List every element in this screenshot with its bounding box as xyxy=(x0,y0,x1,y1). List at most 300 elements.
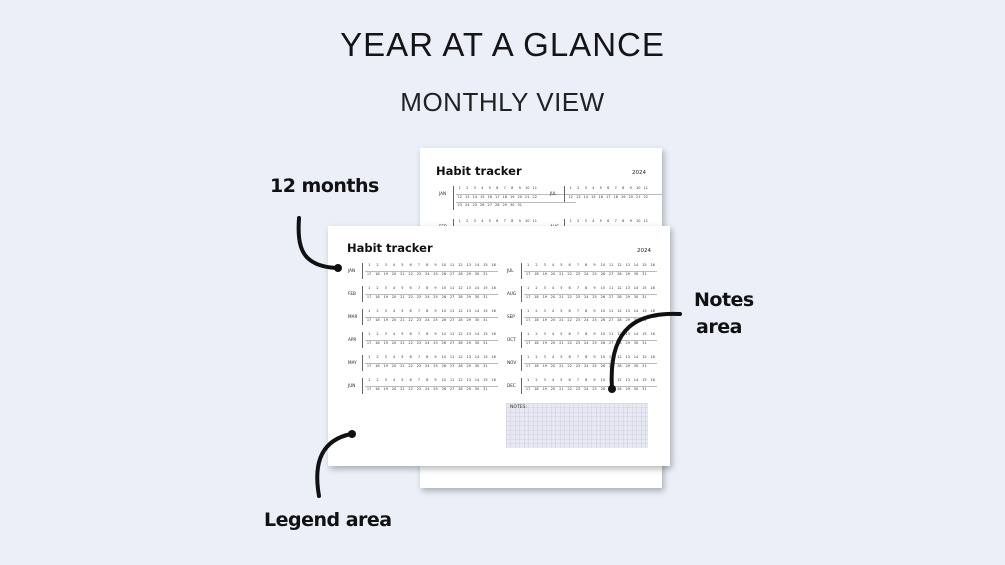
day-number: 29 xyxy=(625,318,630,322)
day-number: 22 xyxy=(408,272,413,276)
day-number: 17 xyxy=(525,272,531,276)
day-number: 27 xyxy=(449,364,455,368)
day-number: 17 xyxy=(525,341,531,345)
day-number: 27 xyxy=(608,295,614,299)
day-number: 7 xyxy=(576,263,580,267)
day-number: 13 xyxy=(466,355,471,359)
day-number: 23 xyxy=(416,318,422,322)
day-number: 23 xyxy=(457,203,462,207)
day-number: 13 xyxy=(466,286,471,290)
day-number: 26 xyxy=(600,318,606,322)
day-number: 11 xyxy=(608,309,614,313)
day-number: 31 xyxy=(642,364,647,368)
day-number: 31 xyxy=(483,318,488,322)
day-number: 19 xyxy=(542,341,547,345)
day-number: 26 xyxy=(441,341,447,345)
day-number: 3 xyxy=(543,309,546,313)
day-number: 24 xyxy=(465,203,470,207)
day-number: 7 xyxy=(576,286,580,290)
day-number: 16 xyxy=(650,332,655,336)
day-number: 8 xyxy=(426,263,429,267)
day-number: 11 xyxy=(608,355,614,359)
day-number: 18 xyxy=(534,364,539,368)
day-number: 5 xyxy=(560,332,563,336)
day-number: 2 xyxy=(535,286,538,290)
day-number: 11 xyxy=(449,355,455,359)
day-number: 9 xyxy=(518,219,521,223)
day-number: 18 xyxy=(502,195,507,199)
callout-legend-area: Legend area xyxy=(264,509,392,531)
day-number: 5 xyxy=(488,186,491,190)
day-number: 19 xyxy=(621,195,626,199)
day-number: 10 xyxy=(441,263,447,267)
day-number: 4 xyxy=(481,219,484,223)
day-number: 28 xyxy=(617,364,622,368)
day-number: 5 xyxy=(599,186,602,190)
day-number: 31 xyxy=(642,272,647,276)
day-number: 30 xyxy=(474,272,480,276)
day-number: 14 xyxy=(474,355,480,359)
day-number: 10 xyxy=(636,219,641,223)
day-number: 22 xyxy=(567,341,572,345)
day-number: 1 xyxy=(458,186,461,190)
day-number: 5 xyxy=(488,219,491,223)
day-number: 9 xyxy=(434,378,437,382)
day-number: 13 xyxy=(625,332,630,336)
day-number: 29 xyxy=(625,341,630,345)
day-number: 18 xyxy=(375,318,380,322)
day-number: 13 xyxy=(465,195,470,199)
day-number: 13 xyxy=(466,332,471,336)
day-number: 3 xyxy=(384,309,387,313)
day-number: 28 xyxy=(458,295,463,299)
day-number: 12 xyxy=(617,286,622,290)
day-number: 5 xyxy=(560,355,563,359)
day-number: 20 xyxy=(391,364,397,368)
day-number: 29 xyxy=(625,364,630,368)
day-number: 28 xyxy=(617,341,622,345)
day-number: 26 xyxy=(441,364,447,368)
day-number: 8 xyxy=(585,309,588,313)
day-number: 23 xyxy=(575,387,581,391)
day-number: 15 xyxy=(642,263,647,267)
day-number: 25 xyxy=(592,318,597,322)
day-number: 2 xyxy=(376,263,379,267)
day-number: 2 xyxy=(535,332,538,336)
day-number: 10 xyxy=(600,355,606,359)
day-number: 8 xyxy=(585,286,588,290)
day-number: 19 xyxy=(542,272,547,276)
day-number: 4 xyxy=(551,263,555,267)
day-number: 29 xyxy=(625,387,630,391)
day-number: 29 xyxy=(625,272,630,276)
day-number: 25 xyxy=(433,364,438,368)
notes-pointer-line xyxy=(612,314,680,388)
day-number: 11 xyxy=(608,378,614,382)
day-number: 17 xyxy=(525,364,531,368)
day-number: 12 xyxy=(617,263,622,267)
day-number: 22 xyxy=(567,295,572,299)
day-number: 21 xyxy=(400,318,405,322)
day-number: 10 xyxy=(441,378,447,382)
day-number: 22 xyxy=(643,195,648,199)
day-number: 4 xyxy=(392,286,396,290)
page-title: YEAR AT A GLANCE xyxy=(340,26,665,63)
day-number: 9 xyxy=(593,355,596,359)
day-number: 24 xyxy=(584,295,589,299)
day-number: 27 xyxy=(608,272,614,276)
day-number: 2 xyxy=(376,286,379,290)
day-number: 4 xyxy=(392,263,396,267)
day-number: 10 xyxy=(441,355,447,359)
day-number: 1 xyxy=(368,355,371,359)
day-number: 15 xyxy=(642,378,647,382)
day-number: 3 xyxy=(584,186,587,190)
day-number: 14 xyxy=(474,263,480,267)
day-number: 2 xyxy=(376,355,379,359)
day-number: 21 xyxy=(559,387,564,391)
day-number: 20 xyxy=(550,318,556,322)
day-number: 27 xyxy=(449,295,455,299)
day-number: 14 xyxy=(633,309,639,313)
day-number: 10 xyxy=(600,332,606,336)
month-label: SEP xyxy=(507,314,515,319)
day-number: 23 xyxy=(575,364,581,368)
day-number: 3 xyxy=(384,263,387,267)
day-number: 23 xyxy=(416,364,422,368)
day-number: 13 xyxy=(576,195,581,199)
day-number: 2 xyxy=(535,378,538,382)
day-number: 11 xyxy=(608,263,614,267)
month-label: JAN xyxy=(439,191,447,196)
day-number: 10 xyxy=(600,263,606,267)
day-number: 16 xyxy=(487,195,492,199)
day-number: 4 xyxy=(481,186,484,190)
day-number: 1 xyxy=(368,263,371,267)
day-number: 3 xyxy=(543,355,546,359)
day-number: 24 xyxy=(584,387,589,391)
day-number: 12 xyxy=(617,309,622,313)
day-number: 28 xyxy=(458,318,463,322)
day-number: 3 xyxy=(543,263,546,267)
day-number: 1 xyxy=(368,332,371,336)
day-number: 10 xyxy=(441,309,447,313)
day-number: 16 xyxy=(650,286,655,290)
day-number: 11 xyxy=(449,332,455,336)
day-number: 24 xyxy=(425,272,430,276)
day-number: 27 xyxy=(608,364,614,368)
day-number: 9 xyxy=(629,219,632,223)
day-number: 5 xyxy=(560,309,563,313)
day-number: 30 xyxy=(633,341,639,345)
day-number: 31 xyxy=(483,364,488,368)
day-number: 18 xyxy=(534,272,539,276)
day-number: 17 xyxy=(525,387,531,391)
day-number: 4 xyxy=(592,219,595,223)
day-number: 2 xyxy=(466,186,469,190)
day-number: 26 xyxy=(441,318,447,322)
day-number: 24 xyxy=(584,364,589,368)
day-number: 31 xyxy=(642,387,647,391)
day-number: 8 xyxy=(426,286,429,290)
day-number: 7 xyxy=(417,332,421,336)
day-number: 24 xyxy=(425,387,430,391)
day-number: 24 xyxy=(584,318,589,322)
month-label: FEB xyxy=(348,291,356,296)
day-number: 2 xyxy=(535,309,538,313)
day-number: 15 xyxy=(591,195,596,199)
day-number: 6 xyxy=(409,332,412,336)
day-number: 20 xyxy=(517,195,522,199)
day-number: 8 xyxy=(585,332,588,336)
day-number: 12 xyxy=(458,309,463,313)
day-number: 10 xyxy=(600,286,606,290)
day-number: 18 xyxy=(613,195,618,199)
day-number: 10 xyxy=(636,186,641,190)
day-number: 13 xyxy=(466,263,471,267)
day-number: 11 xyxy=(532,186,537,190)
day-number: 5 xyxy=(560,263,563,267)
day-number: 26 xyxy=(480,203,485,207)
day-number: 22 xyxy=(567,364,572,368)
month-label: MAY xyxy=(348,360,357,365)
day-number: 6 xyxy=(409,378,412,382)
day-number: 29 xyxy=(466,318,471,322)
day-number: 8 xyxy=(426,332,429,336)
day-number: 12 xyxy=(568,195,573,199)
day-number: 2 xyxy=(376,309,379,313)
day-number: 28 xyxy=(458,341,463,345)
front-sheet-year: 2024 xyxy=(637,248,651,254)
day-number: 24 xyxy=(425,318,430,322)
day-number: 25 xyxy=(433,318,438,322)
day-number: 6 xyxy=(409,286,412,290)
day-number: 6 xyxy=(409,355,412,359)
day-number: 20 xyxy=(391,341,397,345)
day-number: 19 xyxy=(383,272,388,276)
day-number: 7 xyxy=(576,355,580,359)
day-number: 3 xyxy=(384,355,387,359)
day-number: 2 xyxy=(535,263,538,267)
day-number: 2 xyxy=(376,378,379,382)
day-number: 17 xyxy=(366,341,372,345)
day-number: 20 xyxy=(391,272,397,276)
day-number: 11 xyxy=(643,219,648,223)
day-number: 14 xyxy=(633,332,639,336)
day-number: 31 xyxy=(642,341,647,345)
day-number: 9 xyxy=(434,355,437,359)
day-number: 8 xyxy=(426,309,429,313)
day-number: 10 xyxy=(525,219,530,223)
day-number: 16 xyxy=(491,378,496,382)
day-number: 15 xyxy=(642,355,647,359)
day-number: 17 xyxy=(495,195,500,199)
notes-pointer-dot xyxy=(608,385,616,393)
day-number: 18 xyxy=(375,364,380,368)
day-number: 11 xyxy=(449,309,455,313)
day-number: 6 xyxy=(568,286,571,290)
day-number: 3 xyxy=(384,286,387,290)
day-number: 21 xyxy=(559,364,564,368)
day-number: 7 xyxy=(417,355,421,359)
day-number: 8 xyxy=(585,378,588,382)
day-number: 6 xyxy=(607,219,610,223)
callout-notes-line2: area xyxy=(696,316,742,338)
day-number: 20 xyxy=(628,195,633,199)
day-number: 31 xyxy=(483,387,488,391)
day-number: 27 xyxy=(449,272,455,276)
day-number: 10 xyxy=(441,332,447,336)
day-number: 21 xyxy=(559,295,564,299)
day-number: 13 xyxy=(625,355,630,359)
day-number: 1 xyxy=(527,378,530,382)
day-number: 19 xyxy=(383,295,388,299)
day-number: 16 xyxy=(491,263,496,267)
day-number: 25 xyxy=(592,272,597,276)
day-number: 15 xyxy=(483,309,488,313)
day-number: 13 xyxy=(625,286,630,290)
day-number: 9 xyxy=(593,378,596,382)
day-number: 14 xyxy=(633,378,639,382)
day-number: 14 xyxy=(474,309,480,313)
day-number: 16 xyxy=(650,378,655,382)
front-sheet-title: Habit tracker xyxy=(347,241,433,255)
day-number: 11 xyxy=(532,219,537,223)
day-number: 28 xyxy=(617,295,622,299)
day-number: 18 xyxy=(534,318,539,322)
day-number: 24 xyxy=(425,364,430,368)
months-pointer-dot xyxy=(334,264,342,272)
day-number: 14 xyxy=(633,263,639,267)
day-number: 14 xyxy=(633,286,639,290)
day-number: 14 xyxy=(583,195,588,199)
day-number: 25 xyxy=(592,364,597,368)
day-number: 24 xyxy=(584,272,589,276)
day-number: 9 xyxy=(629,186,632,190)
day-number: 27 xyxy=(449,341,455,345)
day-number: 25 xyxy=(592,295,597,299)
day-number: 26 xyxy=(600,341,606,345)
day-number: 15 xyxy=(483,332,488,336)
day-number: 10 xyxy=(600,309,606,313)
day-number: 25 xyxy=(433,341,438,345)
day-number: 6 xyxy=(607,186,610,190)
day-number: 28 xyxy=(617,318,622,322)
day-number: 22 xyxy=(567,387,572,391)
day-number: 4 xyxy=(392,309,396,313)
day-number: 28 xyxy=(458,272,463,276)
day-number: 13 xyxy=(625,263,630,267)
day-number: 1 xyxy=(368,309,371,313)
day-number: 2 xyxy=(577,186,580,190)
day-number: 4 xyxy=(392,332,396,336)
day-number: 5 xyxy=(401,378,404,382)
day-number: 3 xyxy=(584,219,587,223)
day-number: 6 xyxy=(496,219,499,223)
day-number: 22 xyxy=(408,364,413,368)
day-number: 1 xyxy=(527,355,530,359)
day-number: 26 xyxy=(600,272,606,276)
day-number: 7 xyxy=(614,186,617,190)
day-number: 15 xyxy=(483,263,488,267)
day-number: 20 xyxy=(550,387,556,391)
day-number: 3 xyxy=(384,332,387,336)
day-number: 29 xyxy=(502,203,507,207)
day-number: 17 xyxy=(366,318,372,322)
day-number: 9 xyxy=(518,186,521,190)
day-number: 28 xyxy=(617,272,622,276)
day-number: 29 xyxy=(466,364,471,368)
day-number: 14 xyxy=(472,195,477,199)
day-number: 1 xyxy=(527,332,530,336)
day-number: 19 xyxy=(383,318,388,322)
day-number: 17 xyxy=(366,272,372,276)
day-number: 5 xyxy=(401,355,404,359)
day-number: 31 xyxy=(483,272,488,276)
day-number: 25 xyxy=(472,203,477,207)
month-label: JAN xyxy=(348,268,356,273)
day-number: 9 xyxy=(593,332,596,336)
day-number: 12 xyxy=(617,378,622,382)
day-number: 7 xyxy=(503,219,506,223)
day-number: 25 xyxy=(433,272,438,276)
day-number: 18 xyxy=(534,387,539,391)
day-number: 14 xyxy=(633,355,639,359)
day-number: 7 xyxy=(417,263,421,267)
day-number: 7 xyxy=(576,378,580,382)
day-number: 21 xyxy=(559,272,564,276)
day-number: 5 xyxy=(401,309,404,313)
day-number: 2 xyxy=(535,355,538,359)
day-number: 19 xyxy=(542,364,547,368)
day-number: 16 xyxy=(491,309,496,313)
day-number: 6 xyxy=(496,186,499,190)
day-number: 29 xyxy=(466,272,471,276)
day-number: 7 xyxy=(417,309,421,313)
day-number: 21 xyxy=(636,195,641,199)
legend-pointer-line xyxy=(317,434,351,496)
day-number: 7 xyxy=(417,378,421,382)
day-number: 12 xyxy=(458,263,463,267)
day-number: 21 xyxy=(559,318,564,322)
day-number: 1 xyxy=(527,286,530,290)
day-number: 31 xyxy=(483,295,488,299)
day-number: 24 xyxy=(425,295,430,299)
month-label: JUL xyxy=(507,268,514,273)
day-number: 4 xyxy=(392,355,396,359)
day-number: 15 xyxy=(483,378,488,382)
day-number: 29 xyxy=(466,341,471,345)
day-number: 9 xyxy=(593,309,596,313)
day-number: 4 xyxy=(592,186,595,190)
day-number: 14 xyxy=(474,378,480,382)
day-number: 22 xyxy=(567,318,572,322)
day-number: 29 xyxy=(466,295,471,299)
day-number: 30 xyxy=(633,387,639,391)
day-number: 5 xyxy=(401,286,404,290)
day-number: 23 xyxy=(416,272,422,276)
day-number: 30 xyxy=(474,341,480,345)
day-number: 23 xyxy=(416,295,422,299)
day-number: 1 xyxy=(569,186,572,190)
day-number: 15 xyxy=(483,355,488,359)
day-number: 23 xyxy=(575,272,581,276)
day-number: 1 xyxy=(569,219,572,223)
day-number: 10 xyxy=(525,186,530,190)
day-number: 30 xyxy=(474,364,480,368)
day-number: 15 xyxy=(483,286,488,290)
day-number: 11 xyxy=(643,186,648,190)
